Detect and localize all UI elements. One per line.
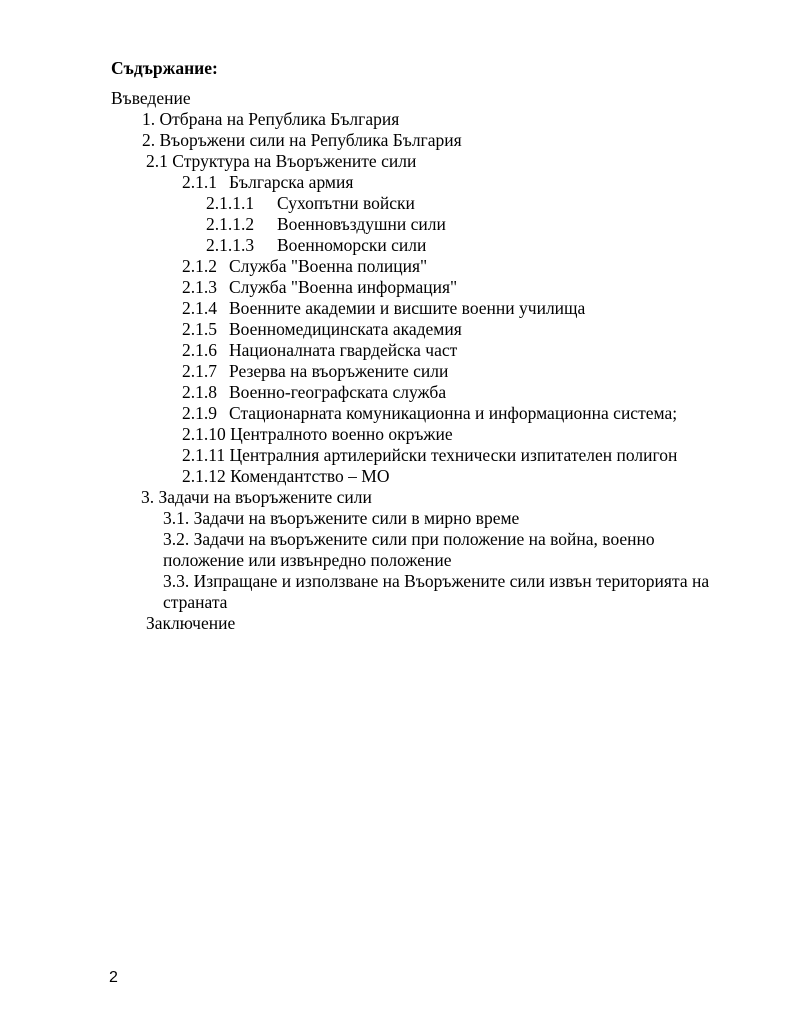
toc-entry-text: Резерва на въоръжените сили — [229, 361, 449, 381]
toc-entry-text: Военновъздушни сили — [277, 214, 446, 234]
toc-entry-2-1-8 — [182, 382, 446, 403]
toc-entry-number: 2.1.6 — [182, 340, 217, 360]
toc-entry-number: 2.1.9 — [182, 403, 217, 423]
toc-entry-3-2-continuation — [163, 550, 452, 571]
toc-entry-number: 2.1.1.1 — [206, 193, 255, 213]
toc-entry-number: 2.1.5 — [182, 319, 217, 339]
toc-entry-text: Военномедицинската академия — [229, 319, 462, 339]
toc-entry-2-1-11 — [182, 445, 677, 466]
toc-entry-number: 2.1.1.2 — [206, 214, 255, 234]
toc-entry-text: Въведение — [111, 88, 191, 108]
toc-entry-text: Военните академии и висшите военни училища — [229, 298, 586, 318]
toc-entry-text: Комендантство – МО — [230, 466, 390, 486]
toc-entry-3-3-continuation — [163, 592, 227, 613]
toc-entry-2-1-1-2 — [206, 214, 446, 235]
toc-entry-2-1 — [146, 151, 416, 172]
toc-entry-number: 2.1.8 — [182, 382, 217, 402]
toc-entry-number: 2.1.7 — [182, 361, 217, 381]
toc-entry-number: 2.1 — [146, 151, 168, 171]
toc-entry-number: 3.3. — [163, 571, 190, 591]
toc-entry-text: Изпращане и използване на Въоръжените сили извън територията на — [193, 571, 710, 591]
toc-entry-2-1-3 — [182, 277, 457, 298]
toc-entry-text: Централното военно окръжие — [230, 424, 453, 444]
toc-entry-2-1-1-1 — [206, 193, 415, 214]
toc-entry-text: Военноморски сили — [277, 235, 427, 255]
toc-entry-2-1-9 — [182, 403, 677, 424]
toc-entry-text: Задачи на въоръжените сили — [158, 487, 372, 507]
toc-entry-text: Стационарната комуникационна и информационна система; — [229, 403, 678, 423]
toc-entry-number: 2.1.3 — [182, 277, 217, 297]
toc-entry-number: 2.1.10 — [182, 424, 226, 444]
toc-entry-text: Въоръжени сили на Република България — [159, 130, 462, 150]
toc-entry-conclusion — [146, 613, 235, 634]
toc-entry-number: 2.1.1 — [182, 172, 217, 192]
toc-entry-text: положение или извънредно положение — [163, 550, 452, 570]
toc-entry-text: Заключение — [146, 613, 236, 633]
toc-entry-3-3 — [163, 571, 709, 592]
toc-entry-2-1-6 — [182, 340, 457, 361]
toc-entry-text: Служба "Военна информация" — [229, 277, 458, 297]
toc-entry-text: Сухопътни войски — [277, 193, 415, 213]
toc-entry-2-1-12 — [182, 466, 389, 487]
toc-entry-1 — [142, 109, 399, 130]
toc-entry-3-2 — [163, 529, 655, 550]
toc-entry-2-1-5 — [182, 319, 462, 340]
toc-entry-number: 1. — [142, 109, 156, 129]
toc-entry-text: Структура на Въоръжените сили — [172, 151, 417, 171]
toc-entry-number: 2.1.11 — [182, 445, 226, 465]
toc-title: Съдържание: — [111, 58, 218, 78]
toc-entry-text: Военно-географската служба — [229, 382, 447, 402]
toc-entry-number: 3.2. — [163, 529, 190, 549]
toc-entry-text: Задачи на въоръжените сили при положение на война, военно — [193, 529, 655, 549]
toc-entry-2-1-10 — [182, 424, 453, 445]
toc-entry-text: Централния артилерийски технически изпитателен полигон — [229, 445, 678, 465]
toc-entry-number: 2.1.4 — [182, 298, 217, 318]
toc-entry-number: 2.1.2 — [182, 256, 217, 276]
toc-entry-text: Националната гвардейска част — [229, 340, 458, 360]
toc-entry-number: 3. — [141, 487, 155, 507]
toc-entry-text: страната — [163, 592, 228, 612]
toc-entry-3 — [141, 487, 372, 508]
toc-entry-text: Служба "Военна полиция" — [229, 256, 428, 276]
toc-entry-text: Отбрана на Република България — [159, 109, 400, 129]
toc-entry-2-1-2 — [182, 256, 427, 277]
toc-entry-2-1-7 — [182, 361, 448, 382]
toc-entry-introduction — [111, 88, 191, 109]
toc-entry-text: Задачи на въоръжените сили в мирно време — [193, 508, 520, 528]
toc-entry-number: 2.1.12 — [182, 466, 226, 486]
toc-entry-2-1-1-3 — [206, 235, 426, 256]
toc-entry-2-1-4 — [182, 298, 585, 319]
page-number: 2 — [109, 969, 118, 986]
toc-entry-number: 2. — [142, 130, 156, 150]
toc-entry-2 — [142, 130, 462, 151]
toc-entry-2-1-1 — [182, 172, 353, 193]
toc-entry-3-1 — [163, 508, 519, 529]
toc-entry-number: 3.1. — [163, 508, 190, 528]
toc-entry-text: Българска армия — [229, 172, 354, 192]
toc-entry-number: 2.1.1.3 — [206, 235, 255, 255]
